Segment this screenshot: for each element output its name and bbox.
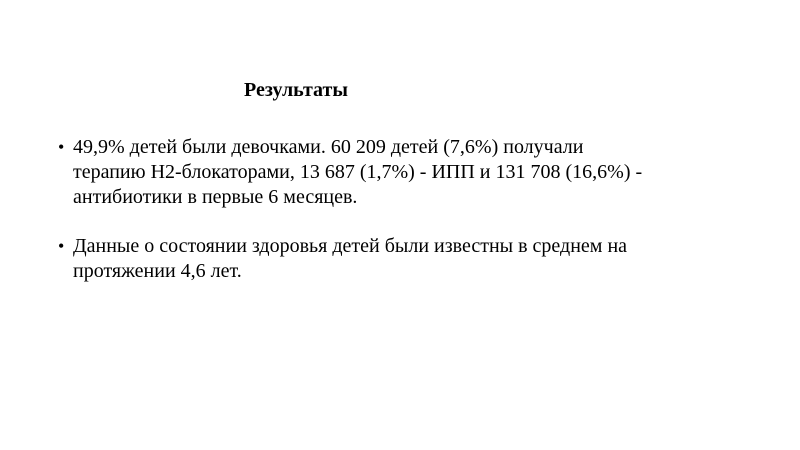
bullet-item-health-data — [0, 234, 800, 284]
bullet-text-line: Данные о состоянии здоровья детей были известны в среднем на — [73, 235, 628, 257]
bullet-text-line: терапию Н2-блокаторами, 13 687 (1,7%) - ИПП и 131 708 (16,6%) - — [73, 161, 643, 183]
bullet-marker-icon: • — [58, 236, 65, 256]
bullet-marker-icon: • — [58, 137, 65, 157]
bullet-list — [0, 135, 800, 308]
bullet-text-line: 49,9% детей были девочками. 60 209 детей (7,6%) получали — [73, 136, 584, 158]
bullet-item-statistics — [0, 135, 800, 210]
slide-title: Результаты — [244, 79, 348, 101]
bullet-text-line: протяжении 4,6 лет. — [73, 260, 242, 282]
bullet-text-line: антибиотики в первые 6 месяцев. — [73, 186, 358, 208]
